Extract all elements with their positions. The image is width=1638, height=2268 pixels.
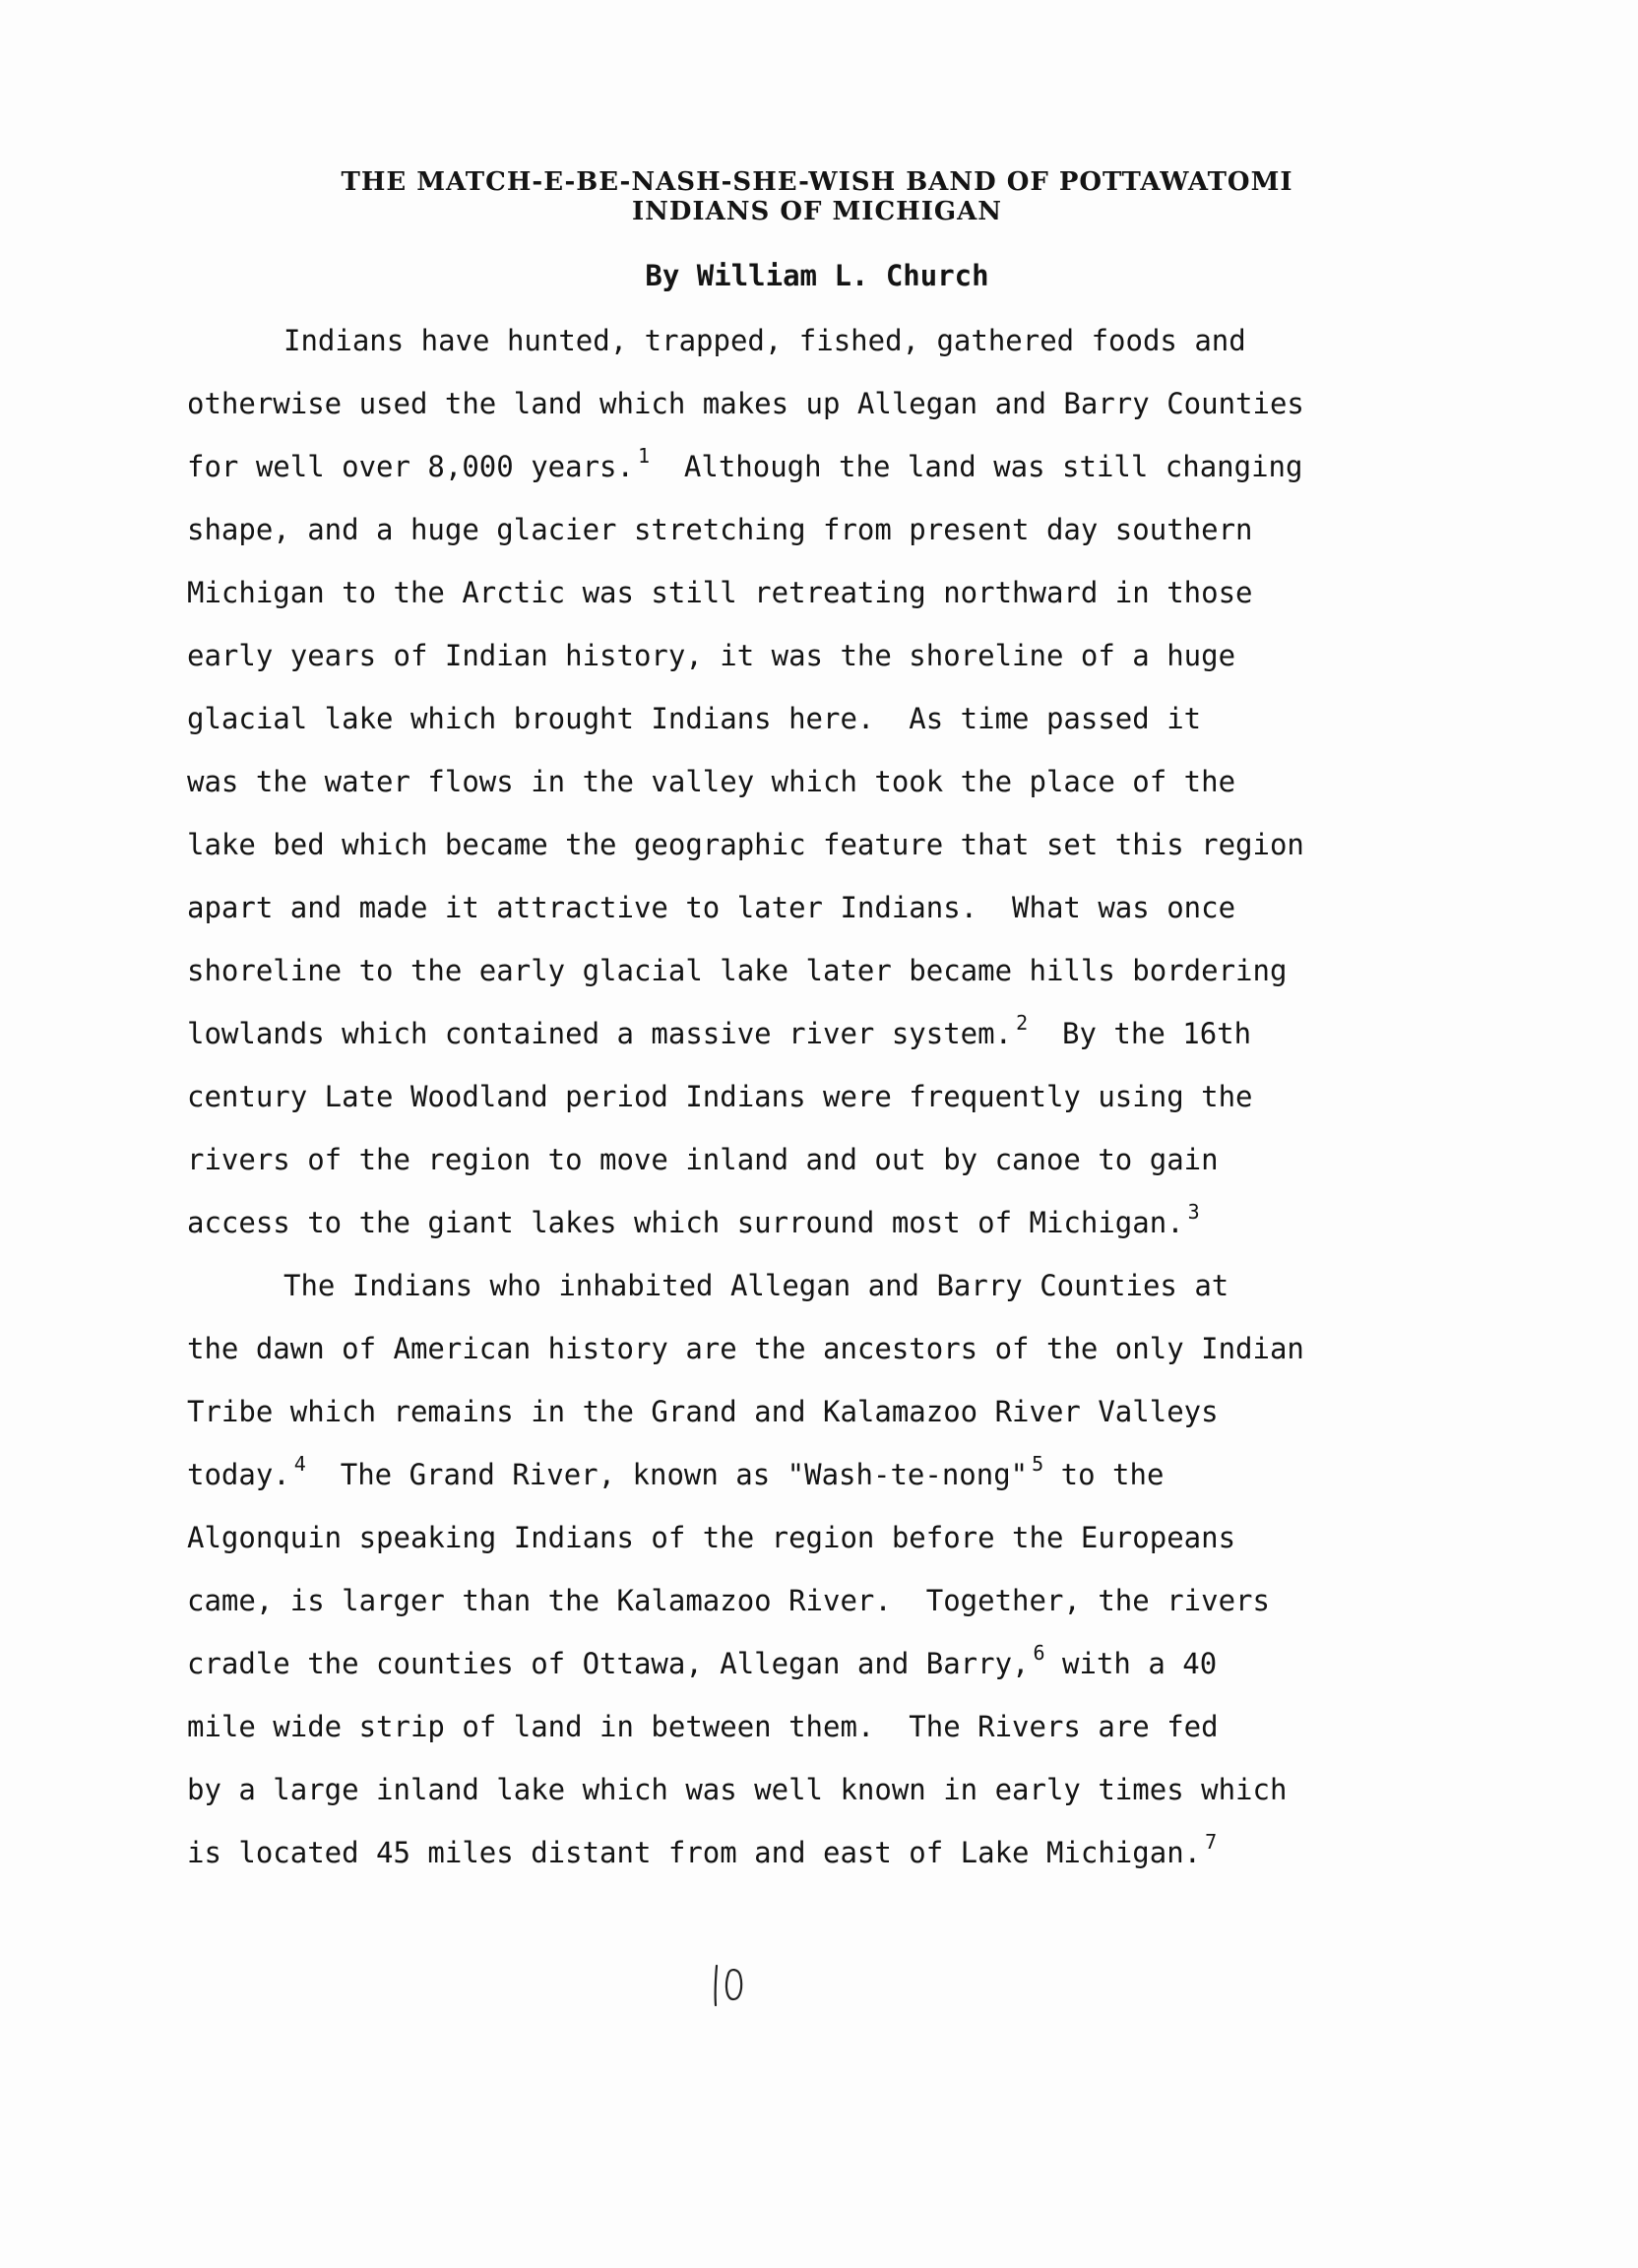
footnote-marker: 1: [637, 444, 650, 468]
line-text: to the: [1060, 1458, 1165, 1491]
line-text: [1043, 1458, 1060, 1491]
line-text: The Grand River, known as "Wash-te-nong": [340, 1458, 1029, 1491]
line-text: with a 40: [1062, 1647, 1218, 1680]
paragraph-line: shape, and a huge glacier stretching from present day southern: [187, 513, 1253, 546]
document-title-line-2: INDIANS OF MICHIGAN: [631, 197, 1003, 226]
footnote-marker: 2: [1016, 1011, 1029, 1035]
paragraph-line: early years of Indian history, it was the shoreline of a huge: [187, 639, 1236, 672]
footnote-marker: 3: [1187, 1200, 1200, 1224]
footnote-marker: 7: [1205, 1830, 1218, 1854]
paragraph-line: [187, 444, 1303, 487]
paragraph-line: rivers of the region to move inland and out by canoe to gain: [187, 1143, 1219, 1176]
line-text: [650, 450, 684, 483]
line-text: cradle the counties of Ottawa, Allegan and Barry,: [187, 1647, 1030, 1680]
document-title-line-1: THE MATCH-E-BE-NASH-SHE-WISH BAND OF POTTAWATOMI: [341, 167, 1293, 197]
paragraph-line: lake bed which became the geographic feature that set this region: [187, 828, 1304, 861]
paragraph-line: by a large inland lake which was well known in early times which: [187, 1773, 1288, 1806]
paragraph-line: Indians have hunted, trapped, fished, gathered foods and: [284, 324, 1246, 357]
line-text: [1028, 1017, 1062, 1050]
line-text: is located 45 miles distant from and east of Lake Michigan.: [187, 1836, 1202, 1869]
line-text: By the 16th: [1062, 1017, 1252, 1050]
paragraph-line: came, is larger than the Kalamazoo River. Together, the rivers: [187, 1584, 1270, 1617]
author-byline: By William L. Church: [645, 259, 989, 292]
line-text: Although the land was still changing: [683, 450, 1303, 483]
paragraph-line: The Indians who inhabited Allegan and Barry Counties at: [284, 1269, 1229, 1302]
paragraph-line: [187, 1011, 1252, 1054]
paragraph-line: shoreline to the early glacial lake later became hills bordering: [187, 954, 1288, 987]
paragraph-line: apart and made it attractive to later Indians. What was once: [187, 891, 1236, 924]
line-text: [1045, 1647, 1062, 1680]
paragraph-line: [187, 1641, 1218, 1684]
paragraph-line: [187, 1200, 1200, 1243]
paragraph-line: Tribe which remains in the Grand and Kalamazoo River Valleys: [187, 1395, 1219, 1428]
footnote-marker: 5: [1032, 1452, 1044, 1476]
paragraph-line: otherwise used the land which makes up Allegan and Barry Counties: [187, 387, 1304, 420]
paragraph-line: [187, 1452, 1165, 1495]
paragraph-line: century Late Woodland period Indians were frequently using the: [187, 1080, 1253, 1113]
paragraph-line: glacial lake which brought Indians here. As time passed it: [187, 702, 1202, 735]
handwritten-page-number: [707, 1954, 766, 2013]
paragraph-line: Michigan to the Arctic was still retreating northward in those: [187, 576, 1253, 609]
paragraph-line: Algonquin speaking Indians of the region before the Europeans: [187, 1521, 1236, 1554]
line-text: [306, 1458, 341, 1491]
footnote-marker: 4: [293, 1452, 306, 1476]
line-text: lowlands which contained a massive river system.: [187, 1017, 1013, 1050]
line-text: access to the giant lakes which surround most of Michigan.: [187, 1206, 1184, 1239]
footnote-marker: 6: [1033, 1641, 1045, 1665]
line-text: today.: [187, 1458, 290, 1491]
paragraph-line: [187, 1830, 1218, 1873]
line-text: for well over 8,000 years.: [187, 450, 634, 483]
paragraph-line: the dawn of American history are the ancestors of the only Indian: [187, 1332, 1304, 1365]
paragraph-line: mile wide strip of land in between them. The Rivers are fed: [187, 1710, 1219, 1743]
paragraph-line: was the water flows in the valley which took the place of the: [187, 765, 1236, 798]
